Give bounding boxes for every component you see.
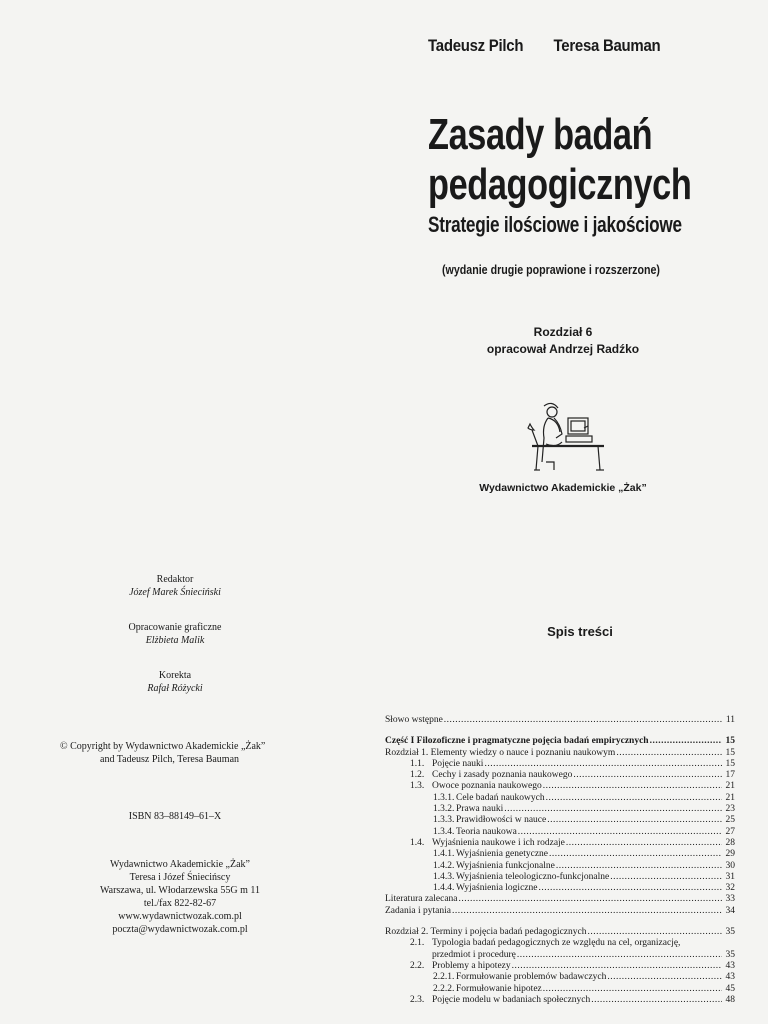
- toc-entry-text: Rozdział 2. Terminy i pojęcia badań pedagogicznych: [385, 927, 587, 938]
- toc-leader-dots: [546, 793, 722, 804]
- toc-entry-number: 1.3.3.: [433, 815, 455, 826]
- toc-entry[interactable]: [385, 770, 735, 781]
- toc-page-number: 29: [725, 849, 735, 860]
- toc-leader-dots: [549, 849, 722, 860]
- toc-entry-text: Formułowanie hipotez: [456, 983, 542, 994]
- toc-entry[interactable]: [385, 838, 735, 849]
- toc-entry[interactable]: [385, 759, 735, 770]
- toc-page-number: 15: [725, 736, 735, 747]
- toc-entry-number: 1.4.2.: [433, 860, 455, 871]
- toc-leader-dots: [517, 950, 722, 961]
- toc-entry-text: Formułowanie problemów badawczych: [456, 972, 607, 983]
- toc-entry-number: 1.2.: [410, 770, 425, 781]
- toc-leader-dots: [591, 995, 722, 1006]
- toc-page-number: 31: [725, 871, 735, 882]
- editor-name: Józef Marek Śnieciński: [129, 587, 221, 598]
- toc-leader-dots: [547, 815, 722, 826]
- toc-entry[interactable]: [385, 849, 735, 860]
- toc-entry[interactable]: [385, 894, 735, 905]
- toc-entry-label: [433, 883, 537, 894]
- toc-leader-dots: [573, 770, 722, 781]
- toc-entry-label: [433, 849, 548, 860]
- toc-entry-number: 1.3.2.: [433, 804, 455, 815]
- toc-leader-dots: [610, 872, 722, 883]
- toc-entry-number: 1.4.3.: [433, 871, 455, 882]
- book-title: [428, 110, 691, 210]
- author-2: Teresa Bauman: [553, 36, 661, 55]
- copyright-line-1: © Copyright by Wydawnictwo Akademickie „Żak”: [60, 741, 266, 752]
- toc-leader-dots: [616, 748, 722, 759]
- toc-page-number: 33: [725, 894, 735, 905]
- toc-page-number: 30: [725, 860, 735, 871]
- proof-name: Rafał Różycki: [147, 683, 203, 694]
- toc-entry-label: [385, 715, 443, 726]
- toc-entry-number: 2.2.2.: [433, 983, 455, 994]
- chapter-author: opracował Andrzej Radźko: [486, 342, 640, 356]
- toc-spacer: [385, 917, 735, 927]
- toc-leader-dots: [518, 827, 722, 838]
- toc-entry-text: Cele badań naukowych: [456, 792, 545, 803]
- toc-page-number: 15: [725, 758, 735, 769]
- toc-page-number: 15: [725, 747, 735, 758]
- toc-entry-number: 1.3.: [410, 781, 425, 792]
- toc-leader-dots: [459, 894, 722, 905]
- toc-entry-text: Cechy i zasady poznania naukowego: [432, 770, 573, 781]
- toc-entry[interactable]: [385, 715, 735, 726]
- toc-leader-dots: [538, 883, 722, 894]
- chapter-note: [448, 324, 678, 358]
- toc-entry-label: [385, 736, 649, 747]
- toc-page-number: 45: [725, 983, 735, 994]
- toc-entry-number: 1.4.1.: [433, 849, 455, 860]
- toc-entry-text: Zadania i pytania: [385, 905, 451, 916]
- toc-entry-label: [433, 861, 555, 872]
- toc-entry-number: 2.2.: [410, 960, 425, 971]
- toc-leader-dots: [650, 736, 722, 747]
- toc-entry-label: [432, 950, 516, 961]
- graphics-role: Opracowanie graficzne: [128, 622, 222, 633]
- copyright-notice: [60, 740, 300, 766]
- authors: [428, 36, 687, 56]
- toc-entry[interactable]: [385, 995, 735, 1006]
- toc-page-number: 35: [725, 949, 735, 960]
- toc-entry-text: Pojęcie nauki: [432, 758, 484, 769]
- toc-page-number: 35: [725, 927, 735, 938]
- toc-entry-text: Problemy a hipotezy: [432, 960, 511, 971]
- toc-page-number: 21: [725, 781, 735, 792]
- editor-role: Redaktor: [156, 574, 194, 585]
- address-line: tel./fax 822-82-67: [143, 898, 217, 909]
- toc-page-number: 27: [725, 826, 735, 837]
- chapter-number: Rozdział 6: [533, 325, 593, 339]
- toc-entry-text: Typologia badań pedagogicznych ze względu na cel, organizację,: [432, 938, 681, 949]
- edition-note: (wydanie drugie poprawione i rozszerzone): [442, 262, 660, 277]
- toc-leader-dots: [556, 861, 722, 872]
- toc-entry-label: [410, 838, 565, 849]
- toc-entry-text: Prawa nauki: [456, 804, 504, 815]
- toc-entry[interactable]: [385, 736, 735, 747]
- toc-entry-number: 1.1.: [410, 758, 425, 769]
- toc-leader-dots: [504, 804, 722, 815]
- toc-entry-number: 2.2.1.: [433, 972, 455, 983]
- toc-entry[interactable]: [385, 804, 735, 815]
- toc-entry-text: Rozdział 1. Elementy wiedzy o nauce i poznaniu naukowym: [385, 747, 616, 758]
- graphics-credit: [90, 621, 260, 647]
- toc-page-number: 43: [725, 960, 735, 971]
- toc-entry[interactable]: [385, 927, 735, 938]
- toc-entry-label: [385, 894, 458, 905]
- toc-entry-text: Prawidłowości w nauce: [456, 815, 547, 826]
- toc-entry-number: 1.4.: [410, 837, 425, 848]
- toc-entry[interactable]: [385, 872, 735, 883]
- toc-entry[interactable]: [385, 861, 735, 872]
- toc-entry[interactable]: [385, 793, 735, 804]
- toc-entry-number: 2.3.: [410, 994, 425, 1005]
- toc-entry[interactable]: [385, 961, 735, 972]
- toc-entry-text: Wyjaśnienia logiczne: [456, 883, 538, 894]
- toc-entry-text: Owoce poznania naukowego: [432, 781, 542, 792]
- toc-entry-label: [385, 906, 451, 917]
- toc-entry-number: 1.3.4.: [433, 826, 455, 837]
- toc-page-number: 43: [725, 972, 735, 983]
- toc-entry-label: [433, 984, 542, 995]
- toc-page-number: 25: [725, 815, 735, 826]
- toc-title: Spis treści: [547, 624, 613, 639]
- toc-page-number: 48: [725, 994, 735, 1005]
- toc-entry[interactable]: [385, 827, 735, 838]
- toc-entry[interactable]: [385, 883, 735, 894]
- toc-entry-label: [433, 872, 609, 883]
- graphics-name: Elżbieta Malik: [145, 635, 205, 646]
- publisher-logo-icon: [524, 400, 610, 474]
- title-line-1: Zasady badań: [428, 110, 653, 159]
- toc-entry-label: [385, 748, 615, 759]
- copyright-line-2: and Tadeusz Pilch, Teresa Bauman: [100, 754, 240, 765]
- toc-entry-label: [410, 781, 542, 792]
- toc-page-number: 23: [725, 804, 735, 815]
- editor-credit: [90, 573, 260, 599]
- address-line: www.wydawnictwozak.com.pl: [118, 911, 242, 922]
- isbn: ISBN 83–88149–61–X: [128, 811, 222, 822]
- toc-page-number: 11: [725, 715, 735, 725]
- toc-entry[interactable]: [385, 906, 735, 917]
- toc-entry-label: [433, 827, 517, 838]
- toc-leader-dots: [588, 927, 723, 938]
- table-of-contents: [385, 715, 735, 1006]
- toc-entry-label: [410, 961, 511, 972]
- toc-page-number: 32: [725, 883, 735, 894]
- toc-page-number: 17: [725, 770, 735, 781]
- toc-entry-text: Część I Filozoficzne i pragmatyczne pojęcia badań empirycznych: [385, 736, 649, 747]
- toc-entry[interactable]: [385, 781, 735, 792]
- toc-entry-text: Wyjaśnienia genetyczne: [456, 849, 549, 860]
- address-line: Wydawnictwo Akademickie „Żak”: [110, 859, 250, 870]
- toc-entry-text: Wyjaśnienia naukowe i ich rodzaje: [432, 837, 565, 848]
- address-line: Teresa i Józef Śniecińscy: [129, 872, 231, 883]
- toc-entry-number: 2.1.: [410, 938, 425, 949]
- toc-entry-text: Wyjaśnienia teleologiczno-funkcjonalne: [456, 871, 610, 882]
- toc-leader-dots: [444, 715, 722, 726]
- title-line-2: pedagogicznych: [428, 160, 692, 209]
- toc-entry-label: [410, 938, 680, 949]
- toc-entry[interactable]: [385, 815, 735, 826]
- toc-entry[interactable]: [385, 972, 735, 983]
- address-line: poczta@wydawnictwozak.com.pl: [112, 924, 248, 935]
- toc-entry-label: [410, 995, 590, 1006]
- publisher-address: [80, 858, 280, 936]
- publisher-name: Wydawnictwo Akademickie „Żak”: [479, 482, 647, 494]
- toc-entry[interactable]: [385, 748, 735, 759]
- toc-leader-dots: [607, 972, 722, 983]
- toc-leader-dots: [484, 759, 722, 770]
- toc-entry-text: przedmiot i procedurę: [432, 949, 516, 960]
- proof-role: Korekta: [158, 670, 192, 681]
- proof-credit: [90, 669, 260, 695]
- toc-page-number: 21: [725, 792, 735, 803]
- toc-leader-dots: [566, 838, 722, 849]
- address-line: Warszawa, ul. Włodarzewska 55G m 11: [100, 885, 260, 896]
- toc-leader-dots: [452, 906, 722, 917]
- toc-entry[interactable]: [385, 950, 735, 961]
- toc-entry-number: 1.3.1.: [433, 792, 455, 803]
- toc-entry[interactable]: [385, 984, 735, 995]
- toc-entry-label: [433, 793, 545, 804]
- toc-entry-label: [410, 759, 483, 770]
- toc-page-number: 28: [725, 837, 735, 848]
- toc-entry-label: [433, 815, 546, 826]
- toc-entry-label: [385, 927, 587, 938]
- toc-leader-dots: [543, 781, 722, 792]
- toc-entry[interactable]: [385, 938, 735, 949]
- toc-entry-label: [433, 804, 503, 815]
- toc-spacer: [385, 726, 735, 736]
- toc-entry-label: [410, 770, 572, 781]
- author-1: Tadeusz Pilch: [428, 36, 524, 55]
- book-subtitle: Strategie ilościowe i jakościowe: [428, 212, 682, 237]
- toc-entry-text: Teoria naukowa: [456, 826, 517, 837]
- toc-leader-dots: [512, 961, 722, 972]
- toc-entry-text: Pojęcie modelu w badaniach społecznych: [432, 994, 591, 1005]
- toc-entry-label: [433, 972, 606, 983]
- toc-leader-dots: [543, 984, 722, 995]
- toc-entry-text: Słowo wstępne: [385, 715, 443, 725]
- toc-entry-text: Wyjaśnienia funkcjonalne: [456, 860, 555, 871]
- toc-page-number: 34: [725, 905, 735, 916]
- toc-entry-text: Literatura zalecana: [385, 894, 458, 905]
- toc-entry-number: 1.4.4.: [433, 883, 455, 894]
